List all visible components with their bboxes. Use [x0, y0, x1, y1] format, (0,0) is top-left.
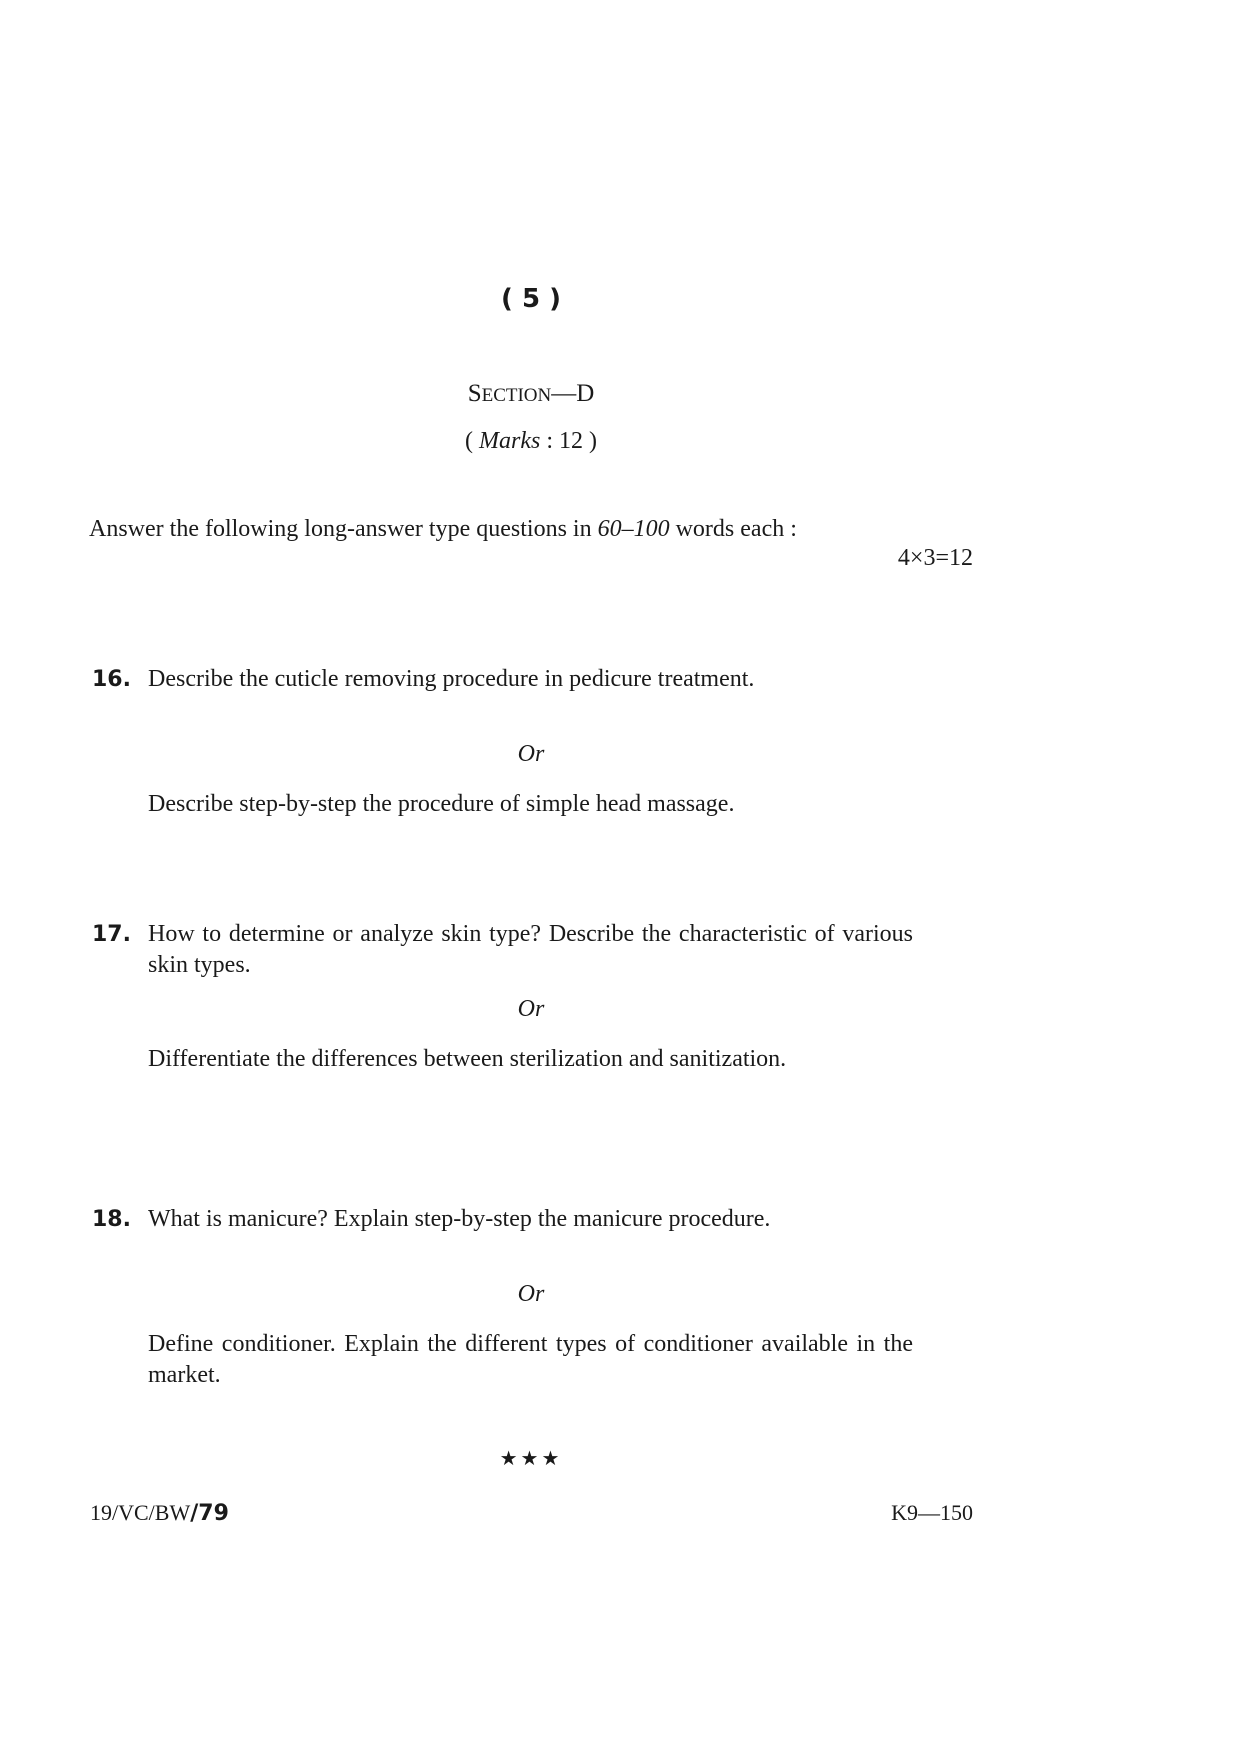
page-number: ( 5 ) — [501, 284, 561, 314]
question-main-text: What is manicure? Explain step-by-step the manicure procedure. — [148, 1206, 771, 1232]
section-marks — [0, 428, 1062, 455]
question-alt-text: Define conditioner. Explain the different types of conditioner available in the market. — [148, 1331, 913, 1388]
question-number: 17. — [92, 922, 131, 947]
or-separator: Or — [517, 996, 545, 1022]
question-17 — [89, 919, 913, 981]
footer-code-prefix: 19/VC/BW — [90, 1500, 191, 1525]
question-number: 16. — [92, 667, 131, 692]
question-17-alternative — [89, 1044, 913, 1075]
footer-paper-code — [90, 1500, 229, 1526]
question-18-alternative — [89, 1329, 913, 1391]
or-separator: Or — [517, 1281, 545, 1307]
marks-word: Marks — [479, 428, 541, 454]
question-alt-text: Describe step-by-step the procedure of simple head massage. — [148, 791, 735, 817]
footer-code-number: /79 — [190, 1501, 229, 1526]
or-separator: Or — [517, 741, 545, 767]
instruction-word-range: 60–100 — [597, 516, 670, 542]
instruction-part-b: words each : — [669, 516, 797, 542]
section-title-initial: S — [467, 380, 482, 407]
question-alt-text: Differentiate the differences between sterilization and sanitization. — [148, 1046, 787, 1072]
question-main-text: Describe the cuticle removing procedure in pedicure treatment. — [148, 666, 755, 692]
question-16 — [89, 664, 913, 695]
marks-open: ( — [465, 428, 479, 454]
question-16-alternative — [89, 789, 913, 820]
section-title-smallcaps: ECTION — [481, 385, 552, 406]
section-title — [0, 380, 1062, 408]
footer-print-code: K9—150 — [891, 1500, 973, 1525]
question-18 — [89, 1204, 913, 1235]
instruction-text — [89, 514, 913, 545]
end-stars: ★★★ — [499, 1446, 563, 1470]
marks-rest: : 12 ) — [540, 428, 597, 454]
section-title-suffix: —D — [551, 380, 595, 407]
question-main-text: How to determine or analyze skin type? Describe the characteristic of various skin types. — [148, 921, 913, 978]
question-number: 18. — [92, 1207, 131, 1232]
instruction-marks: 4×3=12 — [897, 545, 973, 571]
instruction-part-a: Answer the following long-answer type questions in — [89, 516, 598, 542]
